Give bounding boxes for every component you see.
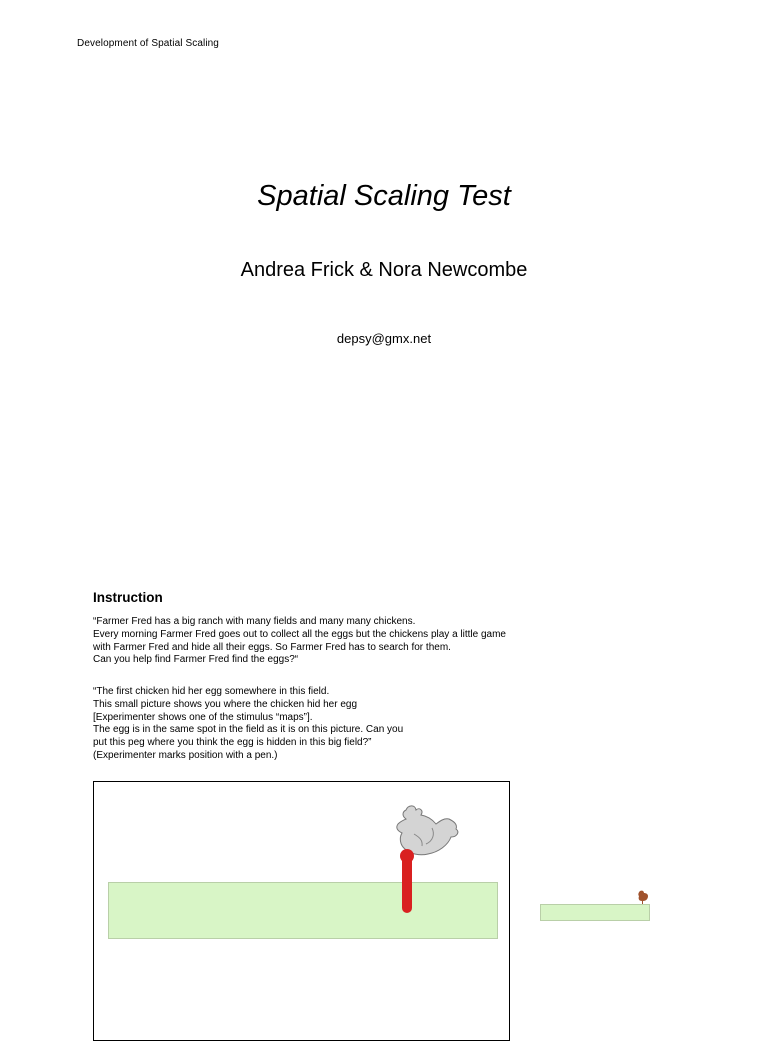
instruction-line: The egg is in the same spot in the field as it is on this picture. Can you [93, 724, 404, 736]
instruction-paragraph-2 [93, 686, 403, 763]
document-title: Spatial Scaling Test [257, 180, 511, 212]
instruction-paragraph-1 [93, 616, 506, 667]
instruction-line: [Experimenter shows one of the stimulus “maps”]. [93, 711, 313, 723]
stimulus-frame [93, 781, 510, 1041]
instruction-heading: Instruction [93, 590, 163, 605]
instruction-line: Every morning Farmer Fred goes out to collect all the eggs but the chickens play a little game [93, 628, 506, 640]
instruction-line: “Farmer Fred has a big ranch with many fields and many many chickens. [93, 616, 416, 627]
instruction-line: Can you help find Farmer Fred find the eggs?“ [93, 654, 299, 666]
large-field [108, 882, 498, 939]
instruction-line: with Farmer Fred and hide all their eggs. So Farmer Fred has to search for them. [93, 641, 451, 653]
small-map-field [540, 904, 650, 921]
peg-icon [400, 847, 414, 915]
small-chicken-icon [637, 890, 649, 904]
instruction-line: This small picture shows you where the chicken hid her egg [93, 698, 358, 710]
instruction-line: (Experimenter marks position with a pen.) [93, 749, 278, 761]
instruction-line: put this peg where you think the egg is hidden in this big field?” [93, 737, 372, 749]
instruction-line: “The first chicken hid her egg somewhere in this field. [93, 686, 330, 697]
author-email: depsy@gmx.net [336, 331, 432, 346]
document-authors: Andrea Frick & Nora Newcombe [240, 259, 528, 281]
running-header: Development of Spatial Scaling [77, 38, 219, 49]
small-map [540, 887, 650, 927]
